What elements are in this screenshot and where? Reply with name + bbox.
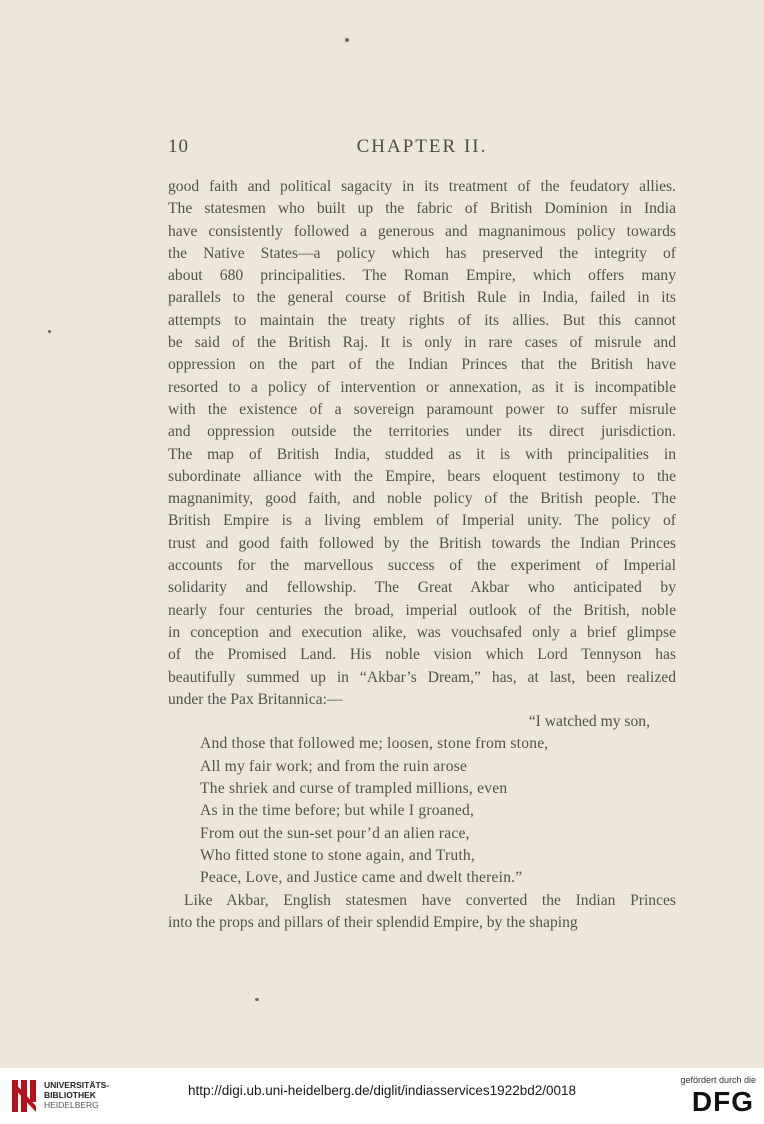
text-line: resorted to a policy of intervention or annexation, as it is incompatible	[168, 378, 676, 396]
text-line: have consistently followed a generous and magnanimous policy towards	[168, 222, 676, 240]
text-line: parallels to the general course of British Rule in India, failed in its	[168, 289, 676, 307]
library-line-1: UNIVERSITÄTS-	[44, 1080, 110, 1090]
text-line: British Empire is a living emblem of Imperial unity. The policy of	[168, 512, 676, 530]
verse-line: The shriek and curse of trampled millions, even	[200, 780, 508, 798]
text-line: under the Pax Britannica:—	[168, 690, 343, 708]
text-line: oppression on the part of the Indian Princes that the British have	[168, 356, 676, 374]
verse-line: As in the time before; but while I groaned,	[200, 802, 475, 820]
text-line: about 680 principalities. The Roman Empire, which offers many	[168, 267, 676, 285]
text-line: the Native States—a policy which has preserved the integrity of	[168, 244, 676, 262]
text-line: into the props and pillars of their splendid Empire, by the shaping	[168, 913, 578, 931]
library-line-3: HEIDELBERG	[44, 1100, 99, 1110]
dust-speck	[255, 998, 259, 1001]
text-line: trust and good faith followed by the British towards the Indian Princes	[168, 534, 676, 552]
verse-line: And those that followed me; loosen, stone from stone,	[200, 735, 549, 753]
text-line: attempts to maintain the treaty rights of its allies. But this cannot	[168, 311, 676, 329]
library-line-2: BIBLIOTHEK	[44, 1090, 96, 1100]
page-number: 10	[168, 136, 189, 157]
text-line: in conception and execution alike, was vouchsafed only a brief glimpse	[168, 623, 676, 641]
verse-line: Peace, Love, and Justice came and dwelt therein.”	[200, 869, 523, 887]
text-line: The map of British India, studded as it is with principalities in	[168, 445, 676, 463]
text-line: Like Akbar, English statesmen have converted the Indian Princes	[184, 891, 676, 909]
source-url[interactable]: http://digi.ub.uni-heidelberg.de/diglit/indiasservices1922bd2/0018	[187, 1083, 577, 1098]
dust-speck	[48, 330, 51, 333]
paragraph-1	[168, 176, 676, 711]
paragraph-2	[168, 890, 676, 935]
verse-line: Who fitted stone to stone again, and Truth,	[200, 846, 475, 864]
text-line: be said of the British Raj. It is only in rare cases of misrule and	[168, 334, 676, 352]
verse-line: All my fair work; and from the ruin arose	[200, 757, 468, 775]
funded-by-label: gefördert durch die	[680, 1075, 756, 1085]
text-line: magnanimity, good faith, and noble policy of the British people. The	[168, 490, 676, 508]
text-line: nearly four centuries the broad, imperial outlook of the British, noble	[168, 601, 676, 619]
text-line: with the existence of a sovereign paramount power to suffer misrule	[168, 400, 676, 418]
text-line: beautifully summed up in “Akbar’s Dream,” has, at last, been realized	[168, 668, 676, 686]
verse-lead: “I watched my son,	[528, 713, 650, 731]
verse-line: From out the sun-set pour’d an alien race,	[200, 824, 470, 842]
verse-block	[168, 733, 676, 889]
dfg-logo: DFG	[691, 1086, 754, 1117]
text-line: good faith and political sagacity in its treatment of the feudatory allies.	[168, 178, 676, 195]
text-line: accounts for the marvellous success of the experiment of Imperial	[168, 557, 676, 575]
page-header	[168, 136, 676, 160]
chapter-title: CHAPTER II.	[356, 136, 488, 157]
text-line: solidarity and fellowship. The Great Akbar who anticipated by	[168, 579, 676, 597]
text-line: subordinate alliance with the Empire, bears eloquent testimony to the	[168, 467, 676, 485]
text-line: of the Promised Land. His noble vision which Lord Tennyson has	[168, 646, 676, 664]
text-line: The statesmen who built up the fabric of British Dominion in India	[168, 200, 676, 218]
dust-speck	[345, 38, 349, 42]
text-line: and oppression outside the territories under its direct jurisdiction.	[168, 423, 676, 441]
page-body	[168, 176, 676, 934]
